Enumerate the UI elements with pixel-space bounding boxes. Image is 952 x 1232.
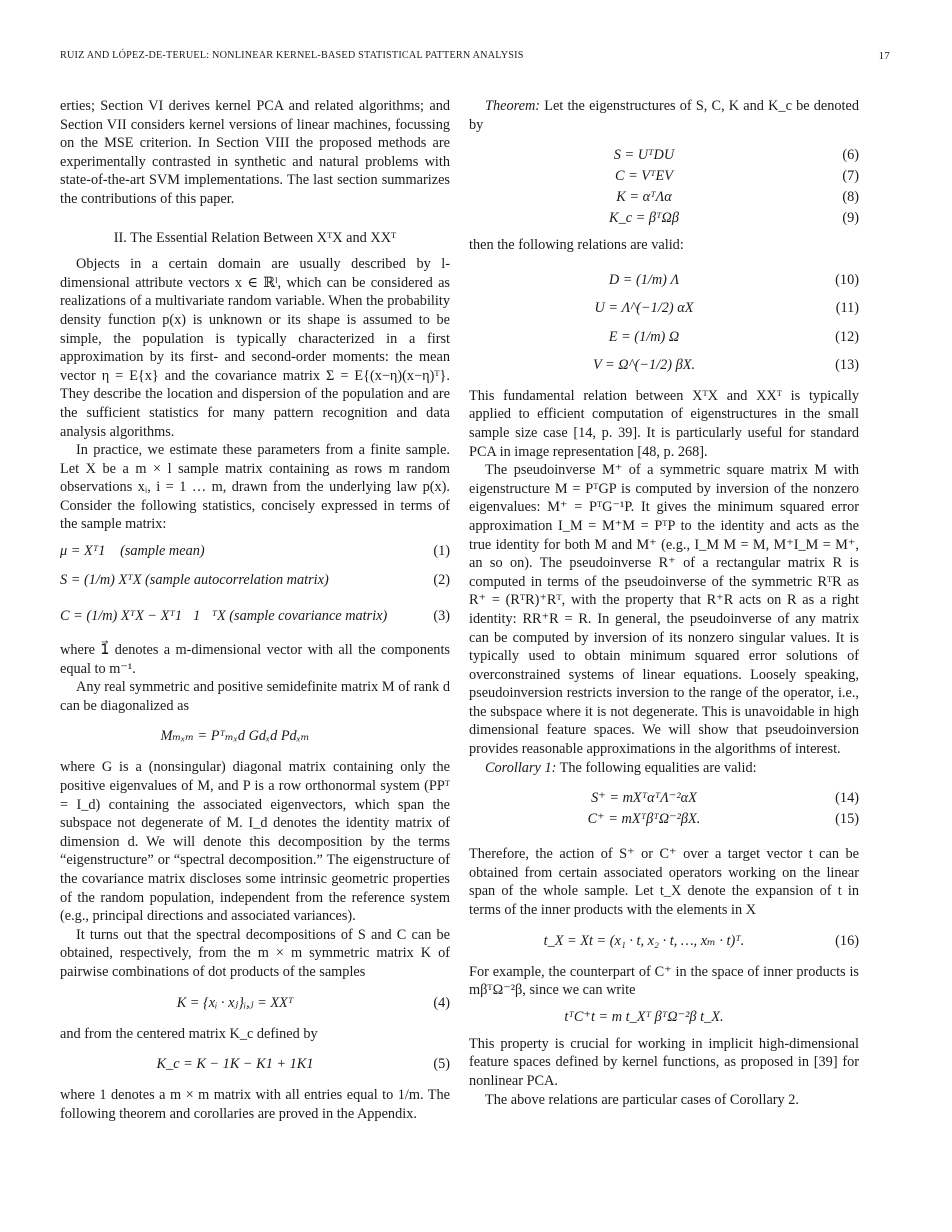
equation-diagonalization: [60, 727, 450, 746]
corollary-paragraph: [469, 759, 859, 778]
equation-7-formula: C = VᵀEV: [614, 168, 674, 185]
equation-2-number: (2): [433, 572, 450, 589]
equation-1-formula: μ = Xᵀ1⃗ (sample mean): [60, 543, 205, 560]
equation-12: [469, 320, 859, 354]
paragraph-any-real: Any real symmetric and positive semidefinite matrix M of rank d can be diagonalized as: [60, 679, 450, 714]
equation-2-formula: S = (1/m) XᵀX (sample autocorrelation matrix): [60, 572, 329, 589]
theorem-text: Let the eigenstructures of S, C, K and K_c be denoted by: [469, 98, 859, 133]
equation-16-formula: t_X = Xt = (x₁ · t, x₂ · t, …, xₘ · t)ᵀ.: [543, 932, 745, 949]
equation-5-number: (5): [433, 1056, 450, 1073]
equation-12-formula: E = (1/m) Ω: [608, 328, 680, 345]
equation-7: [469, 167, 859, 186]
equation-13-formula: V = Ω^(−1/2) βX.: [592, 356, 696, 373]
equation-10-formula: D = (1/m) Λ: [608, 271, 680, 288]
equation-11: [469, 299, 859, 318]
running-header: [60, 50, 890, 66]
paragraph-pseudoinverse: The pseudoinverse M⁺ of a symmetric square matrix M with eigenstructure M = PᵀGP is computed by inversion of the nonzero eigenvalues: M⁺ = PᵀG⁻¹P. It gives the minimum squared error approximation I_M = M⁺M = PᵀP to the identity and acts as the true identity for both M and M⁺ (e.g., I_M M = M, M⁺I_M = M⁺, an so on). The pseudoinverse R⁺ of a rectangular matrix R is computed in terms of the pseudoinverse of the symmetric RᵀR as R⁺ = (RᵀR)⁺Rᵀ, with the property that R⁺R acts on R as a right identity: RR⁺R = R. In general, the pseudoinverse of any matrix can be computed by inversion of its nonzero singular values. It is typically used to obtain minimum squared error solutions of overconstrained systems of linear equations. Loosely speaking, pseudoinversion restricts inversion to the range of the operator, i.e., the subspace where it is not degenerate. This is unavoidable in high dimensional feature spaces. We will show that pseudoinversion provides reasonable approximations in the algorithms of interest.: [469, 462, 859, 758]
equation-6-formula: S = UᵀDU: [613, 147, 675, 164]
equation-9-number: (9): [842, 210, 859, 227]
equation-4-formula: K = {xᵢ · xⱼ}ᵢ,ⱼ = XXᵀ: [176, 994, 294, 1011]
equation-5-formula: K_c = K − 1K − K1 + 1K1: [156, 1056, 314, 1073]
equation-14-number: (14): [835, 790, 859, 807]
equation-13-number: (13): [835, 356, 859, 373]
equation-14: [469, 789, 859, 808]
equation-9: [469, 209, 859, 228]
equation-16: [469, 932, 859, 951]
paragraph-turns-out: It turns out that the spectral decompositions of S and C can be obtained, respectively, from the m × m symmetric matrix K of pairwise combinations of dot products of the samples: [60, 926, 450, 980]
paragraph-objects: Objects in a certain domain are usually described by l-dimensional attribute vectors x ∈ ℝˡ, which can be considered as realizations of a multivariate random variable. When the probability density function p(x) is unknown or its shape is assumed to be simple, the population is typically characterized in a first approximation by its first- and second-order moments: the mean vector η = E{x} and the covariance matrix Σ = E{(x−η)(x−η)ᵀ}. They describe the location and dispersion of the population and are the sufficient statistics for many pattern recognition and data analysis algorithms.: [60, 256, 450, 440]
equation-3: [60, 599, 450, 633]
equation-9-formula: K_c = βᵀΩβ: [609, 210, 679, 227]
equation-2: [60, 563, 450, 597]
corollary-text: The following equalities are valid:: [556, 759, 757, 776]
equation-16-number: (16): [835, 932, 859, 949]
theorem-label: Theorem:: [485, 98, 541, 114]
equation-1-number: (1): [433, 543, 450, 560]
equation-3-formula: C = (1/m) XᵀX − Xᵀ1⃗1⃗ᵀX (sample covariance matrix): [60, 608, 388, 625]
equation-8: [469, 188, 859, 207]
corollary-label: Corollary 1:: [485, 759, 557, 776]
equation-4: [60, 994, 450, 1013]
paragraph-therefore: Therefore, the action of S⁺ or C⁺ over a target vector t can be obtained from certain associated operators working on the linear span of the whole sample. Let t_X denote the expansion of t in terms of the inner products with the elements in X: [469, 846, 859, 919]
paragraph-where-ones: where 1 denotes a m × m matrix with all entries equal to 1/m. The following theorem and corollaries are proved in the Appendix.: [60, 1087, 450, 1122]
page-number: 17: [878, 50, 890, 62]
equation-8-formula: K = αᵀΛα: [616, 189, 672, 206]
equation-tct: [469, 1008, 859, 1027]
section-heading: II. The Essential Relation Between XᵀX and XXᵀ: [113, 229, 397, 246]
equation-11-number: (11): [835, 299, 859, 316]
equation-tct-formula: tᵀC⁺t = m t_Xᵀ βᵀΩ⁻²β t_X.: [564, 1008, 724, 1025]
paragraph-then: then the following relations are valid:: [469, 237, 684, 254]
equation-8-number: (8): [842, 189, 859, 206]
equation-11-formula: U = Λ^(−1/2) αX: [594, 299, 694, 316]
paragraph-where-vector: where 1⃗ denotes a m-dimensional vector with all the components equal to m⁻¹.: [60, 642, 450, 677]
paragraph-example: For example, the counterpart of C⁺ in the space of inner products is mβᵀΩ⁻²β, since we can write: [469, 963, 859, 999]
paragraph-above: The above relations are particular cases of Corollary 2.: [485, 1091, 800, 1108]
equation-6-number: (6): [842, 147, 859, 164]
paragraph-fundamental: This fundamental relation between XᵀX and XXᵀ is typically applied to efficient computation of eigenstructures in the small sample size case [14, p. 39]. It is particularly useful for standard PCA in image representation [48, p. 268].: [469, 387, 859, 460]
running-title: RUIZ AND LÓPEZ-DE-TERUEL: NONLINEAR KERNEL-BASED STATISTICAL PATTERN ANALYSIS: [60, 50, 524, 61]
equation-3-number: (3): [433, 608, 450, 625]
right-column: [469, 97, 859, 1109]
paragraph-centered: and from the centered matrix K_c defined by: [60, 1025, 318, 1042]
equation-10: [469, 263, 859, 297]
equation-5: [60, 1055, 450, 1074]
paragraph-property: This property is crucial for working in implicit high-dimensional feature spaces defined by kernel functions, as proposed in [39] for nonlinear PCA.: [469, 1035, 859, 1089]
equation-1: [60, 542, 450, 561]
equation-7-number: (7): [842, 168, 859, 185]
equation-15: [469, 810, 859, 829]
equation-15-number: (15): [835, 811, 859, 828]
equation-15-formula: C⁺ = mXᵀβᵀΩ⁻²βX.: [587, 811, 701, 828]
equation-10-number: (10): [835, 271, 859, 288]
equation-4-number: (4): [433, 994, 450, 1011]
equation-14-formula: S⁺ = mXᵀαᵀΛ⁻²αX: [591, 790, 697, 807]
equation-6: [469, 146, 859, 165]
paragraph-practice: In practice, we estimate these parameters from a finite sample. Let X be a m × l sample matrix containing as rows m random observations xᵢ, i = 1 … m, drawn from the underlying law p(x). Consider the following statistics, concisely expressed in terms of the sample matrix:: [60, 442, 450, 533]
theorem-paragraph: [469, 97, 859, 134]
equation-diagonalization-formula: Mₘₓₘ = Pᵀₘₓd Gdₓd Pdₓₘ: [160, 728, 310, 745]
paragraph-where-G: where G is a (nonsingular) diagonal matrix containing only the positive eigenvalues of M, and P is a row orthonormal system (PPᵀ = I_d) containing the associated eigenvectors, which span the subspace not degenerate of M. I_d denotes the identity matrix of dimension d. We will denote this decomposition by the terms “eigenstructure” or “spectral decomposition.” The eigenstructure of the covariance matrix discloses some intrinsic geometric properties of the random population, independent from the reference system (e.g., principal directions and associated variances).: [60, 759, 450, 925]
intro-paragraph: erties; Section VI derives kernel PCA and related algorithms; and Section VII considers kernel versions of linear machines, focussing on the MSE criterion. In Section VIII the proposed methods are experimentally contrasted in synthetic and natural problems with state-of-the-art SVM implementations. The last section summarizes the contributions of this paper.: [60, 98, 450, 207]
equation-12-number: (12): [835, 328, 859, 345]
left-column: [60, 97, 450, 1123]
equation-13: [469, 356, 859, 375]
